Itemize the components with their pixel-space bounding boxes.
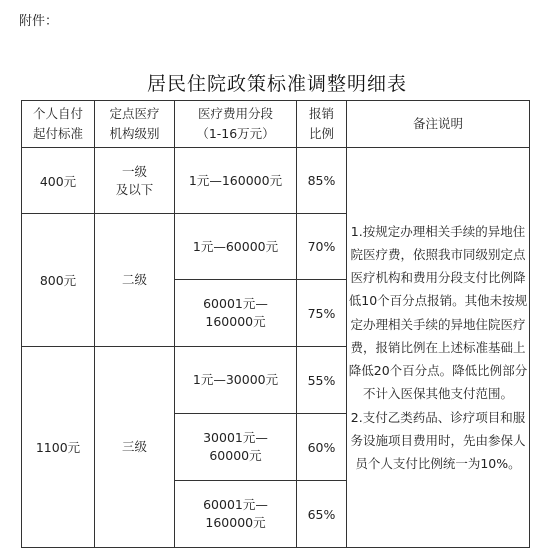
- institution-level-cell: 二级: [95, 214, 175, 347]
- column-header-deductible: 个人自付 起付标准: [22, 101, 95, 148]
- ratio-cell: 65%: [297, 481, 347, 548]
- page-title: 居民住院政策标准调整明细表: [146, 73, 407, 95]
- note-item-2: 2.支付乙类药品、诊疗项目和服务设施项目费用时，先由参保人员个人支付比例统一为10%。: [350, 409, 526, 471]
- column-header-ratio: 报销 比例: [297, 101, 347, 148]
- cost-band-cell: 60001元— 160000元: [175, 280, 297, 347]
- ratio-cell: 55%: [297, 347, 347, 414]
- ratio-cell: 75%: [297, 280, 347, 347]
- cost-band-cell: 30001元— 60000元: [175, 414, 297, 481]
- column-header-notes: 备注说明: [347, 101, 530, 148]
- cost-band-cell: 1元—160000元: [175, 148, 297, 214]
- attachment-label: 附件：: [19, 14, 59, 29]
- note-item-1: 1.按规定办理相关手续的异地住院医疗费，依照我市同级别定点医疗机构和费用分段支付比例降低10个百分点报销。其他未按规定办理相关手续的异地住院医疗费，报销比例在上述标准基础上降低20个百分点。降低比例部分不计入医保其他支付范围。: [348, 223, 528, 402]
- table-row: [22, 148, 530, 214]
- cost-band-cell: 60001元— 160000元: [175, 481, 297, 548]
- ratio-cell: 60%: [297, 414, 347, 481]
- notes-cell: [347, 148, 530, 548]
- deductible-cell: 1100元: [22, 347, 95, 548]
- cost-band-cell: 1元—60000元: [175, 214, 297, 280]
- ratio-cell: 85%: [297, 148, 347, 214]
- policy-table: [21, 100, 530, 548]
- deductible-cell: 800元: [22, 214, 95, 347]
- deductible-cell: 400元: [22, 148, 95, 214]
- institution-level-cell: 三级: [95, 347, 175, 548]
- column-header-institution-level: 定点医疗 机构级别: [95, 101, 175, 148]
- cost-band-cell: 1元—30000元: [175, 347, 297, 414]
- column-header-cost-band: 医疗费用分段 （1-16万元）: [175, 101, 297, 148]
- header-row: [22, 101, 530, 148]
- institution-level-cell: 一级 及以下: [95, 148, 175, 214]
- ratio-cell: 70%: [297, 214, 347, 280]
